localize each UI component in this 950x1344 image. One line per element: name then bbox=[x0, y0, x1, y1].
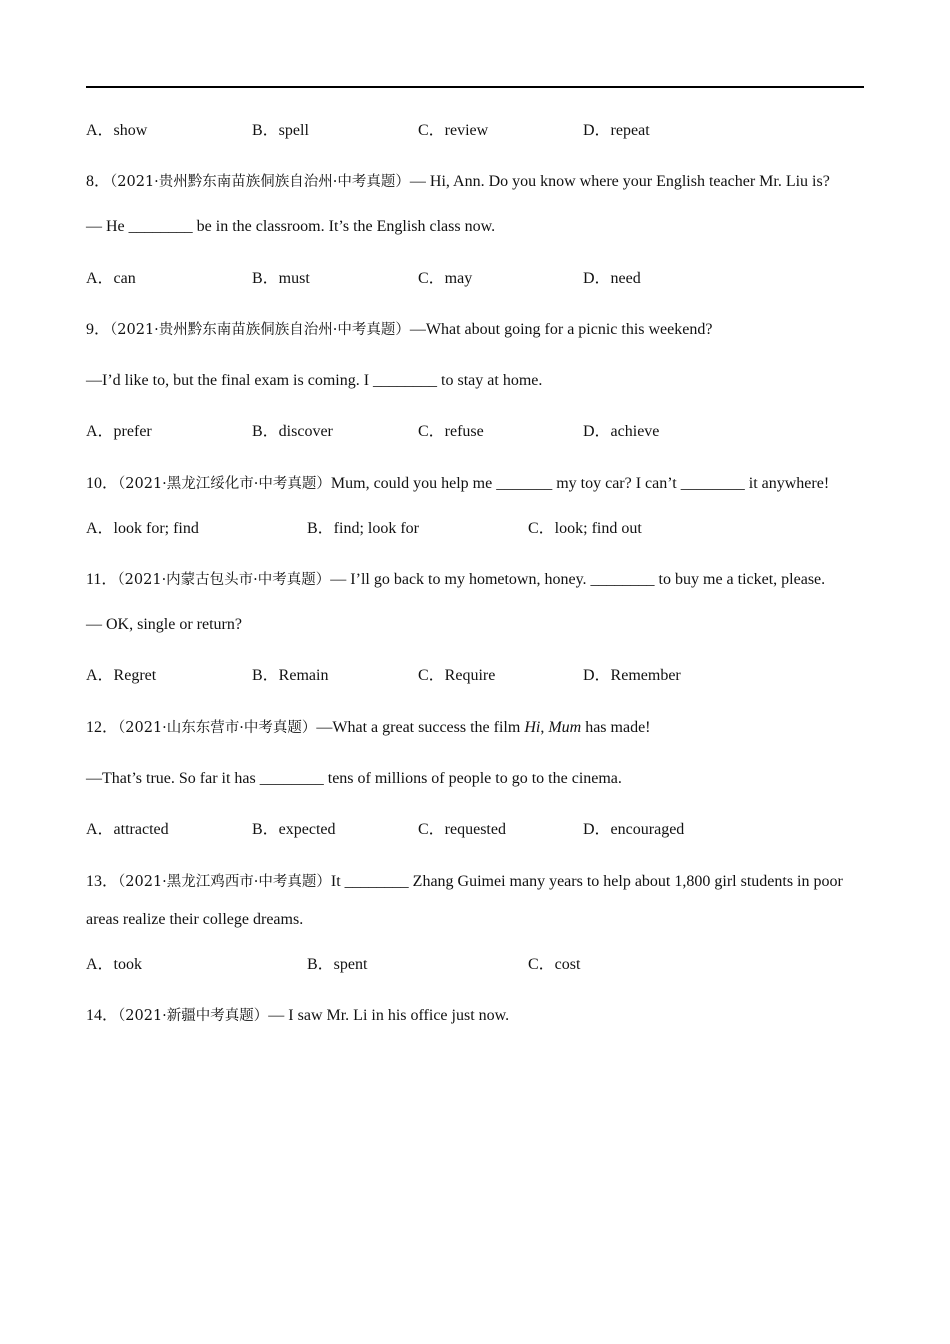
question-list bbox=[86, 118, 864, 1054]
q9-stem bbox=[86, 317, 864, 343]
q9-options bbox=[86, 419, 864, 445]
q7-option-c[interactable]: C．review bbox=[418, 122, 489, 139]
q12-stem-before: —What a great success the film bbox=[316, 718, 525, 736]
q13-stem-text: It ________ Zhang Guimei many years to help about 1,800 girl students in poor areas realize their college dreams. bbox=[86, 872, 843, 928]
q7-option-a[interactable]: A．show bbox=[86, 122, 148, 139]
q13-stem bbox=[86, 863, 864, 939]
q13-option-c[interactable]: C．cost bbox=[528, 955, 581, 973]
q7-options bbox=[86, 118, 864, 144]
q14-stem-text: — I saw Mr. Li in his office just now. bbox=[268, 1006, 510, 1024]
q14-source: （2021·新疆中考真题） bbox=[118, 1007, 269, 1024]
q13-options bbox=[86, 952, 864, 978]
q10-stem bbox=[86, 465, 864, 503]
header-rule bbox=[86, 86, 864, 88]
q12-options bbox=[86, 817, 864, 843]
q10-option-b[interactable]: B．find; look for bbox=[307, 519, 419, 537]
q11-option-b[interactable]: B．Remain bbox=[252, 667, 329, 685]
q11-option-a[interactable]: A．Regret bbox=[86, 667, 157, 685]
q12-reply: —That’s true. So far it has ________ tens of millions of people to go to the cinema. bbox=[86, 769, 622, 787]
q8-options bbox=[86, 266, 864, 292]
q8-option-c[interactable]: C．may bbox=[418, 269, 473, 287]
q11-stem-text: — I’ll go back to my hometown, honey. ________ to buy me a ticket, please. bbox=[330, 571, 826, 589]
q9-stem-text: —What about going for a picnic this weekend? bbox=[409, 320, 713, 338]
q12-option-c[interactable]: C．requested bbox=[418, 821, 506, 839]
q8-stem bbox=[86, 163, 864, 201]
q8-number: 8． bbox=[86, 173, 111, 191]
q11-option-d[interactable]: D．Remember bbox=[583, 667, 681, 685]
q9-number: 9． bbox=[86, 320, 111, 338]
q12-option-a[interactable]: A．attracted bbox=[86, 821, 169, 839]
q8-stem-text: — Hi, Ann. Do you know where your English teacher Mr. Liu is? bbox=[409, 173, 830, 191]
q10-option-a[interactable]: A．look for; find bbox=[86, 519, 199, 537]
q12-film-title-separator: , bbox=[540, 718, 549, 736]
q11-options bbox=[86, 663, 864, 689]
q8-source: （2021·贵州黔东南苗族侗族自治州·中考真题） bbox=[110, 174, 410, 191]
q8-option-d[interactable]: D．need bbox=[583, 269, 641, 287]
q10-option-c[interactable]: C．look; find out bbox=[528, 519, 642, 537]
q10-stem-text: Mum, could you help me _______ my toy car? I can’t ________ it anywhere! bbox=[330, 474, 830, 492]
q13-option-b[interactable]: B．spent bbox=[307, 955, 368, 973]
q10-number: 10． bbox=[86, 474, 119, 492]
q14-number: 14． bbox=[86, 1006, 119, 1024]
q12-option-b[interactable]: B．expected bbox=[252, 821, 336, 839]
q9-option-c[interactable]: C．refuse bbox=[418, 423, 484, 441]
q9-reply: —I’d like to, but the final exam is coming. I ________ to stay at home. bbox=[86, 372, 543, 390]
q9-source: （2021·贵州黔东南苗族侗族自治州·中考真题） bbox=[110, 321, 410, 338]
q11-reply: — OK, single or return? bbox=[86, 616, 242, 634]
q11-source: （2021·内蒙古包头市·中考真题） bbox=[117, 572, 331, 589]
q14-stem bbox=[86, 1003, 864, 1029]
q12-stem bbox=[86, 715, 864, 741]
q9-option-d[interactable]: D．achieve bbox=[583, 423, 660, 441]
q12-stem-after: has made! bbox=[581, 718, 651, 736]
q13-source: （2021·黑龙江鸡西市·中考真题） bbox=[118, 873, 331, 890]
q11-option-c[interactable]: C．Require bbox=[418, 667, 496, 685]
q10-options bbox=[86, 516, 864, 542]
q8-reply: — He ________ be in the classroom. It’s the English class now. bbox=[86, 218, 496, 236]
q8-option-b[interactable]: B．must bbox=[252, 269, 310, 287]
q9-option-b[interactable]: B．discover bbox=[252, 423, 333, 441]
q12-film-title-part-2: Mum bbox=[548, 718, 582, 736]
q11-number: 11． bbox=[86, 571, 118, 589]
q12-number: 12． bbox=[86, 718, 119, 736]
q8-option-a[interactable]: A．can bbox=[86, 269, 136, 287]
q12-film-title-part-1: Hi bbox=[524, 718, 541, 736]
q11-stem bbox=[86, 561, 864, 599]
q12-source: （2021·山东东营市·中考真题） bbox=[118, 719, 317, 736]
q12-option-d[interactable]: D．encouraged bbox=[583, 821, 685, 839]
q13-number: 13． bbox=[86, 872, 119, 890]
q7-option-b[interactable]: B．spell bbox=[252, 122, 309, 139]
q9-option-a[interactable]: A．prefer bbox=[86, 423, 152, 441]
q13-option-a[interactable]: A．took bbox=[86, 955, 143, 973]
q7-option-d[interactable]: D．repeat bbox=[583, 122, 650, 139]
q10-source: （2021·黑龙江绥化市·中考真题） bbox=[118, 475, 331, 492]
